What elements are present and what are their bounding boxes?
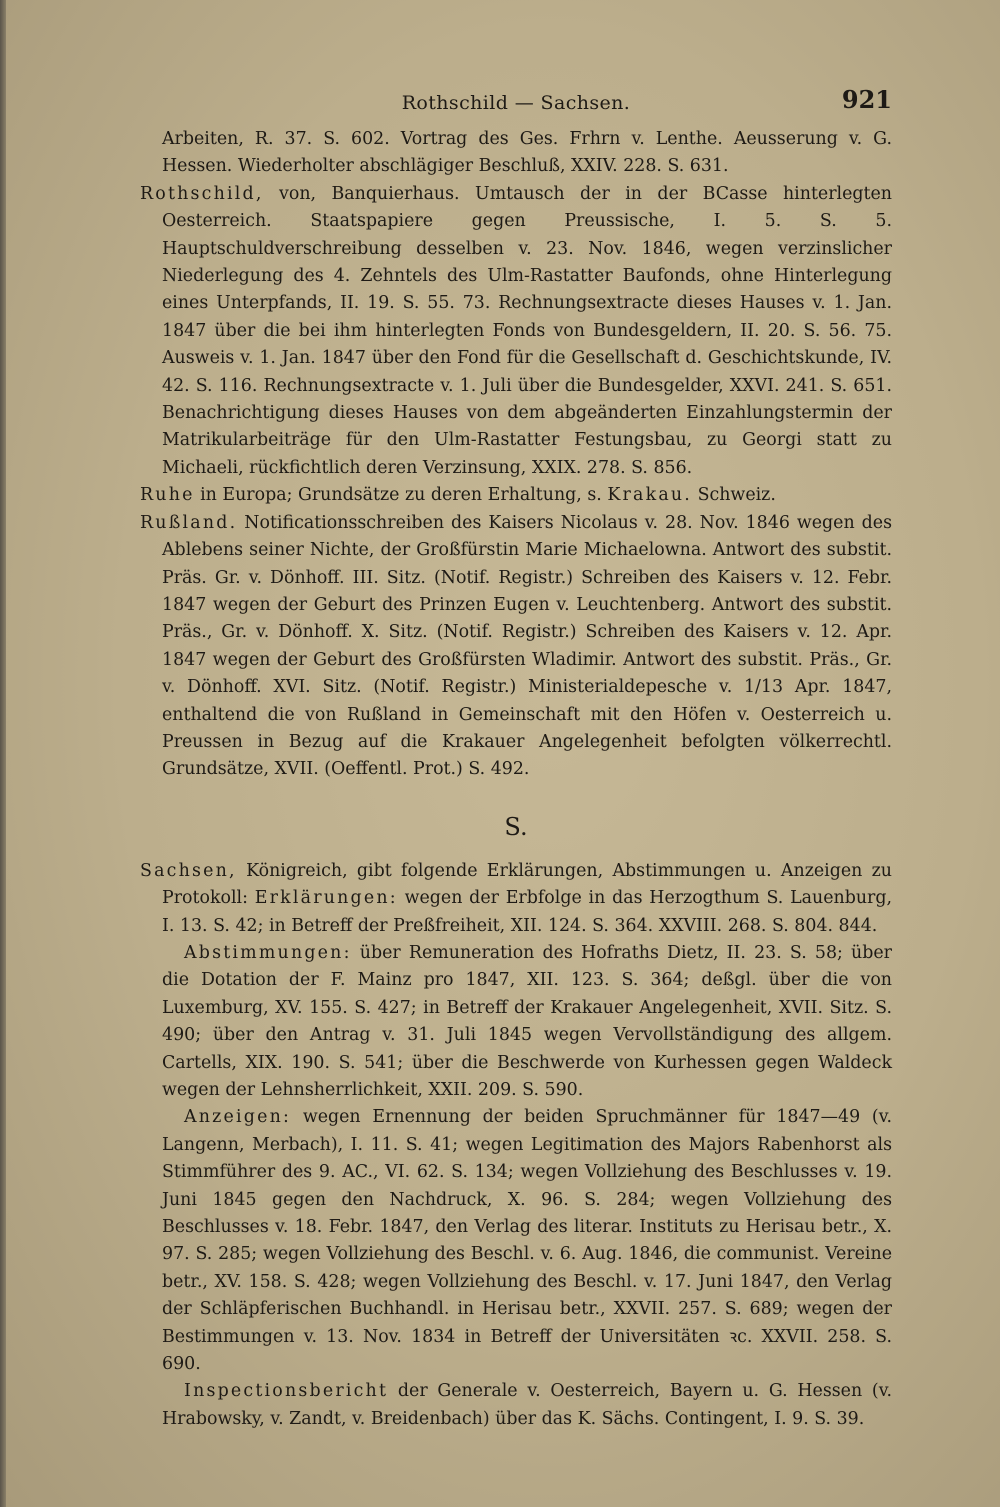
- inspection-text: der Generale v. Oesterreich, Bayern u. G. Hessen (v. Hrabowsky, v. Zandt, v. Breidenbach) über das K. Sächs. Contingent, I. 9. S. 39.: [162, 1381, 892, 1429]
- index-entry-rothschild: [140, 181, 892, 482]
- subentry-anzeigen: [140, 1104, 892, 1378]
- subheading-anzeigen: Anzeigen:: [184, 1107, 292, 1128]
- entry-text: in Europa; Grundsätze zu deren Erhaltung, s.: [194, 485, 608, 506]
- entry-term: Sachsen,: [140, 860, 237, 881]
- entry-intro: Königreich, gibt folgende Erklärungen, Abstimmungen u. Anzeigen zu Protokoll:: [162, 860, 892, 909]
- entry-text-2: Schweiz.: [692, 485, 776, 506]
- entry-term: Ruhe: [140, 485, 195, 506]
- index-entry-sachsen: [140, 858, 892, 940]
- continuation-text: Arbeiten, R. 37. S. 602. Vortrag des Ges. Frhrn v. Lenthe. Aeusserung v. G. Hessen. Wiederholter abschlägiger Beschluß, XXIV. 228. S. 631.: [162, 129, 892, 177]
- cross-reference: Krakau.: [607, 485, 693, 506]
- entry-text: Notificationsschreiben des Kaisers Nicolaus v. 28. Nov. 1846 wegen des Ablebens seiner Nichte, der Großfürstin Marie Michaelowna. Antwort des substit. Präs. Gr. v. Dönhoff. III. Sitz. (Notif. Registr.) Schreiben des Kaisers v. 12. Febr. 1847 wegen der Geburt des Prinzen Eugen v. Leuchtenberg. Antwort des substit. Präs., Gr. v. Dönhoff. X. Sitz. (Notif. Registr.) Schreiben des Kaisers v. 12. Apr. 1847 wegen der Geburt des Großfürsten Wladimir. Antwort des substit. Präs., Gr. v. Dönhoff. XVI. Sitz. (Notif. Registr.) Ministerialdepesche v. 1/13 Apr. 1847, enthaltend die von Rußland in Gemeinschaft mit den Höfen v. Oesterreich u. Preussen in Bezug auf die Krakauer Angelegenheit befolgten völkerrechtl. Grundsätze, XVII. (Oeffentl. Prot.) S. 492.: [162, 512, 892, 780]
- running-head: [140, 84, 892, 124]
- running-title: Rothschild — Sachsen.: [401, 92, 631, 114]
- subentry-abstimmungen: [140, 940, 892, 1104]
- index-entry-ruhe: [140, 482, 892, 509]
- erklaerungen-text: wegen der Erbfolge in das Herzogthum S. Lauenburg, I. 13. S. 42; in Betreff der Preßfreiheit, XII. 124. S. 364. XXVIII. 268. S. 804. 844.: [162, 888, 893, 936]
- entry-term: Rußland.: [140, 512, 238, 533]
- entry-term: Rothschild,: [140, 183, 264, 204]
- subheading-inspectionsbericht: Inspectionsbericht: [184, 1381, 389, 1402]
- abstimmungen-text: über Remuneration des Hofraths Dietz, II. 23. S. 58; über die Dotation der F. Mainz pro 1847, XII. 123. S. 364; deßgl. über die von Luxemburg, XV. 155. S. 427; in Betreff der Krakauer Angelegenheit, XVII. Sitz. S. 490; über den Antrag v. 31. Juli 1845 wegen Vervollständigung des allgem. Cartells, XIX. 190. S. 541; über die Beschwerde von Kurhessen gegen Waldeck wegen der Lehnsherrlichkeit, XXII. 209. S. 590.: [162, 942, 892, 1100]
- index-page-body: [140, 84, 892, 1433]
- page-number: 921: [841, 85, 892, 114]
- entry-text: von, Banquierhaus. Umtausch der in der BCasse hinterlegten Oesterreich. Staatspapiere gegen Preussische, I. 5. S. 5. Hauptschuldverschreibung desselben v. 23. Nov. 1846, wegen verzinslicher Niederlegung des 4. Zehntels des Ulm-Rastatter Baufonds, ohne Hinterlegung eines Unterpfands, II. 19. S. 55. 73. Rechnungsextracte dieses Hauses v. 1. Jan. 1847 über die bei ihm hinterlegten Fonds von Bundesgeldern, II. 20. S. 56. 75. Ausweis v. 1. Jan. 1847 über den Fond für die Gesellschaft d. Geschichtskunde, IV. 42. S. 116. Rechnungsextracte v. 1. Juli über die Bundesgelder, XXVI. 241. S. 651. Benachrichtigung dieses Hauses von dem abgeänderten Einzahlungstermin der Matrikularbeiträge für den Ulm-Rastatter Festungsbau, zu Georgi statt zu Michaeli, rückfichtlich deren Verzinsung, XXIX. 278. S. 856.: [162, 183, 892, 478]
- anzeigen-text: wegen Ernennung der beiden Spruchmänner für 1847—49 (v. Langenn, Merbach), I. 11. S. 41; wegen Legitimation des Majors Rabenhorst als Stimmführer des 9. AC., VI. 62. S. 134; wegen Vollziehung des Beschlusses v. 19. Juni 1845 gegen den Nachdruck, X. 96. S. 284; wegen Vollziehung des Beschlusses v. 18. Febr. 1847, den Verlag des literar. Instituts zu Herisau betr., X. 97. S. 285; wegen Vollziehung des Beschl. v. 6. Aug. 1846, die communist. Vereine betr., XV. 158. S. 428; wegen Vollziehung des Beschl. v. 17. Juni 1847, den Verlag der Schläpferischen Buchhandl. in Herisau betr., XXVII. 257. S. 689; wegen der Bestimmungen v. 13. Nov. 1834 in Betreff der Universitäten ꝛc. XXVII. 258. S. 690.: [162, 1107, 892, 1375]
- subentry-inspectionsbericht: [140, 1378, 892, 1433]
- section-letter: S.: [504, 812, 528, 841]
- page-edge-shadow: [0, 0, 6, 1507]
- entry-continuation: [140, 126, 892, 181]
- index-entry-russland: [140, 510, 892, 784]
- subheading-abstimmungen: Abstimmungen:: [184, 942, 352, 963]
- subheading-erklaerungen: Erklärungen:: [254, 888, 398, 909]
